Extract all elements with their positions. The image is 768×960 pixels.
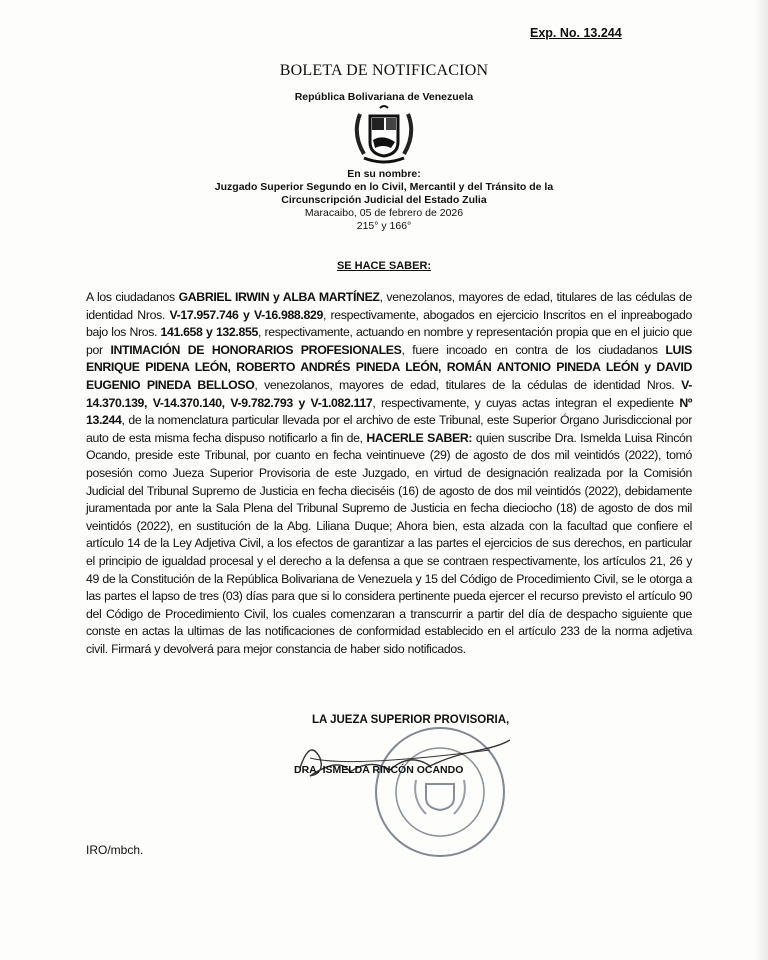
se-hace-saber-heading: SE HACE SABER: <box>336 260 432 272</box>
document-title: BOLETA DE NOTIFICACION <box>279 62 489 79</box>
place-date: Maracaibo, 05 de febrero de 2026 <box>304 207 464 219</box>
body-bold-segment: HACERLE SABER: <box>366 430 473 445</box>
body-bold-segment: GABRIEL IRWIN y ALBA MARTÍNEZ <box>178 290 380 304</box>
body-bold-segment: V-17.957.746 y V-16.988.829 <box>169 307 323 322</box>
body-bold-segment: INTIMACIÓN DE HONORARIOS PROFESIONALES <box>110 342 402 357</box>
body-bold-segment: 141.658 y 132.855 <box>160 325 258 340</box>
republic-name: República Bolivariana de Venezuela <box>294 91 474 103</box>
court-name-line1: Juzgado Superior Segundo en lo Civil, Mercantil y del Tránsito de la <box>214 181 554 193</box>
signer-role: LA JUEZA SUPERIOR PROVISORIA, <box>312 714 510 726</box>
body-text-segment: A los ciudadanos <box>86 290 179 304</box>
body-bold-segment: Nº 13.244 <box>86 395 692 428</box>
body-text-segment: , respectivamente, actuando en nombre y representación propia que en el juicio que por <box>86 325 692 357</box>
court-name-line2: Circunscripción Judicial del Estado Zulia <box>281 194 487 206</box>
initials: IRO/mbch. <box>86 843 144 857</box>
handwritten-signature <box>290 728 520 788</box>
notification-body <box>86 289 692 658</box>
body-text-segment: , venezolanos, mayores de edad, titulares de la cédulas de identidad Nros. <box>254 377 682 392</box>
body-text-segment: , respectivamente, abogados en ejercicio Inscritos en el inpreabogado bajo los Nros. <box>86 307 692 340</box>
body-bold-segment: V-14.370.139, V-14.370.140, V-9.782.793 y V-1.082.117 <box>86 377 693 410</box>
page-edge-shadow <box>754 0 768 960</box>
body-text-segment: , fuere incoado en contra de los ciudadanos <box>401 342 666 357</box>
court-header <box>0 168 768 233</box>
en-su-nombre: En su nombre: <box>347 168 421 180</box>
years: 215° y 166° <box>356 220 412 232</box>
body-text-segment: , respectivamente, y cuyas actas integran el expediente <box>372 395 680 410</box>
signer-name: DRA. ISMELDA RINCÓN OCANDO <box>294 764 464 776</box>
coat-of-arms-icon <box>346 104 422 168</box>
body-text-segment: , de la nomenclatura particular llevada por el archivo de este Tribunal, este Superior Órgano Jurisdiccional por auto de esta misma fecha dispuso notificarlo a fin de, <box>86 413 692 445</box>
body-text-segment: quien suscribe Dra. Ismelda Luisa Rincón Ocando, preside este Tribunal, por cuanto en fecha veintinueve (29) de agosto de dos mil veintidós (2022), tomó posesión como Jueza Superior Provisoria de este Juzgado, en virtud de designación realizada por la Comisión Judicial del Tribunal Supremo de Justicia en fecha dieciséis (16) de agosto de dos mil veintidós (2022), debidamente juramentada por ante la Sala Plena del Tribunal Supremo de Justicia en fecha dieciocho (18) de agosto de dos mil veintidós (2022), en sustitución de la Abg. Liliana Duque; Ahora bien, esta alzada con la facultad que confiere el artículo 14 de la Ley Adjetiva Civil, a los efectos de garantizar a las partes el ejercicios de sus derechos, en particular el principio de igualdad procesal y el derecho a la defensa a que se contraen respectivamente, los artículos 21, 26 y 49 de la Constitución de la República Bolivariana de Venezuela y 15 del Código de Procedimiento Civil, se le otorga a las partes el lapso de tres (03) días para que si lo considera pertinente pueda ejercer el recurso previsto el artículo 90 del Código de Procedimiento Civil, los cuales comenzaran a transcurrir a partir del día de despacho siguiente que conste en actas la ultimas de las notificaciones de conformidad establecido en el artículo 233 de la norma adjetiva civil. Firmará y devolverá para mejor constancia de haber sido notificados. <box>86 430 692 656</box>
expediente-number: Exp. No. 13.244 <box>530 26 622 40</box>
body-text-segment: , venezolanos, mayores de edad, titulares de las cédulas de identidad Nros. <box>86 290 693 322</box>
body-bold-segment: LUIS ENRIQUE PIDENA LEÓN, ROBERTO ANDRÉS PINEDA LEÓN, ROMÁN ANTONIO PINEDA LEÓN y DAVID EUGENIO PINEDA BELLOSO <box>86 342 692 392</box>
